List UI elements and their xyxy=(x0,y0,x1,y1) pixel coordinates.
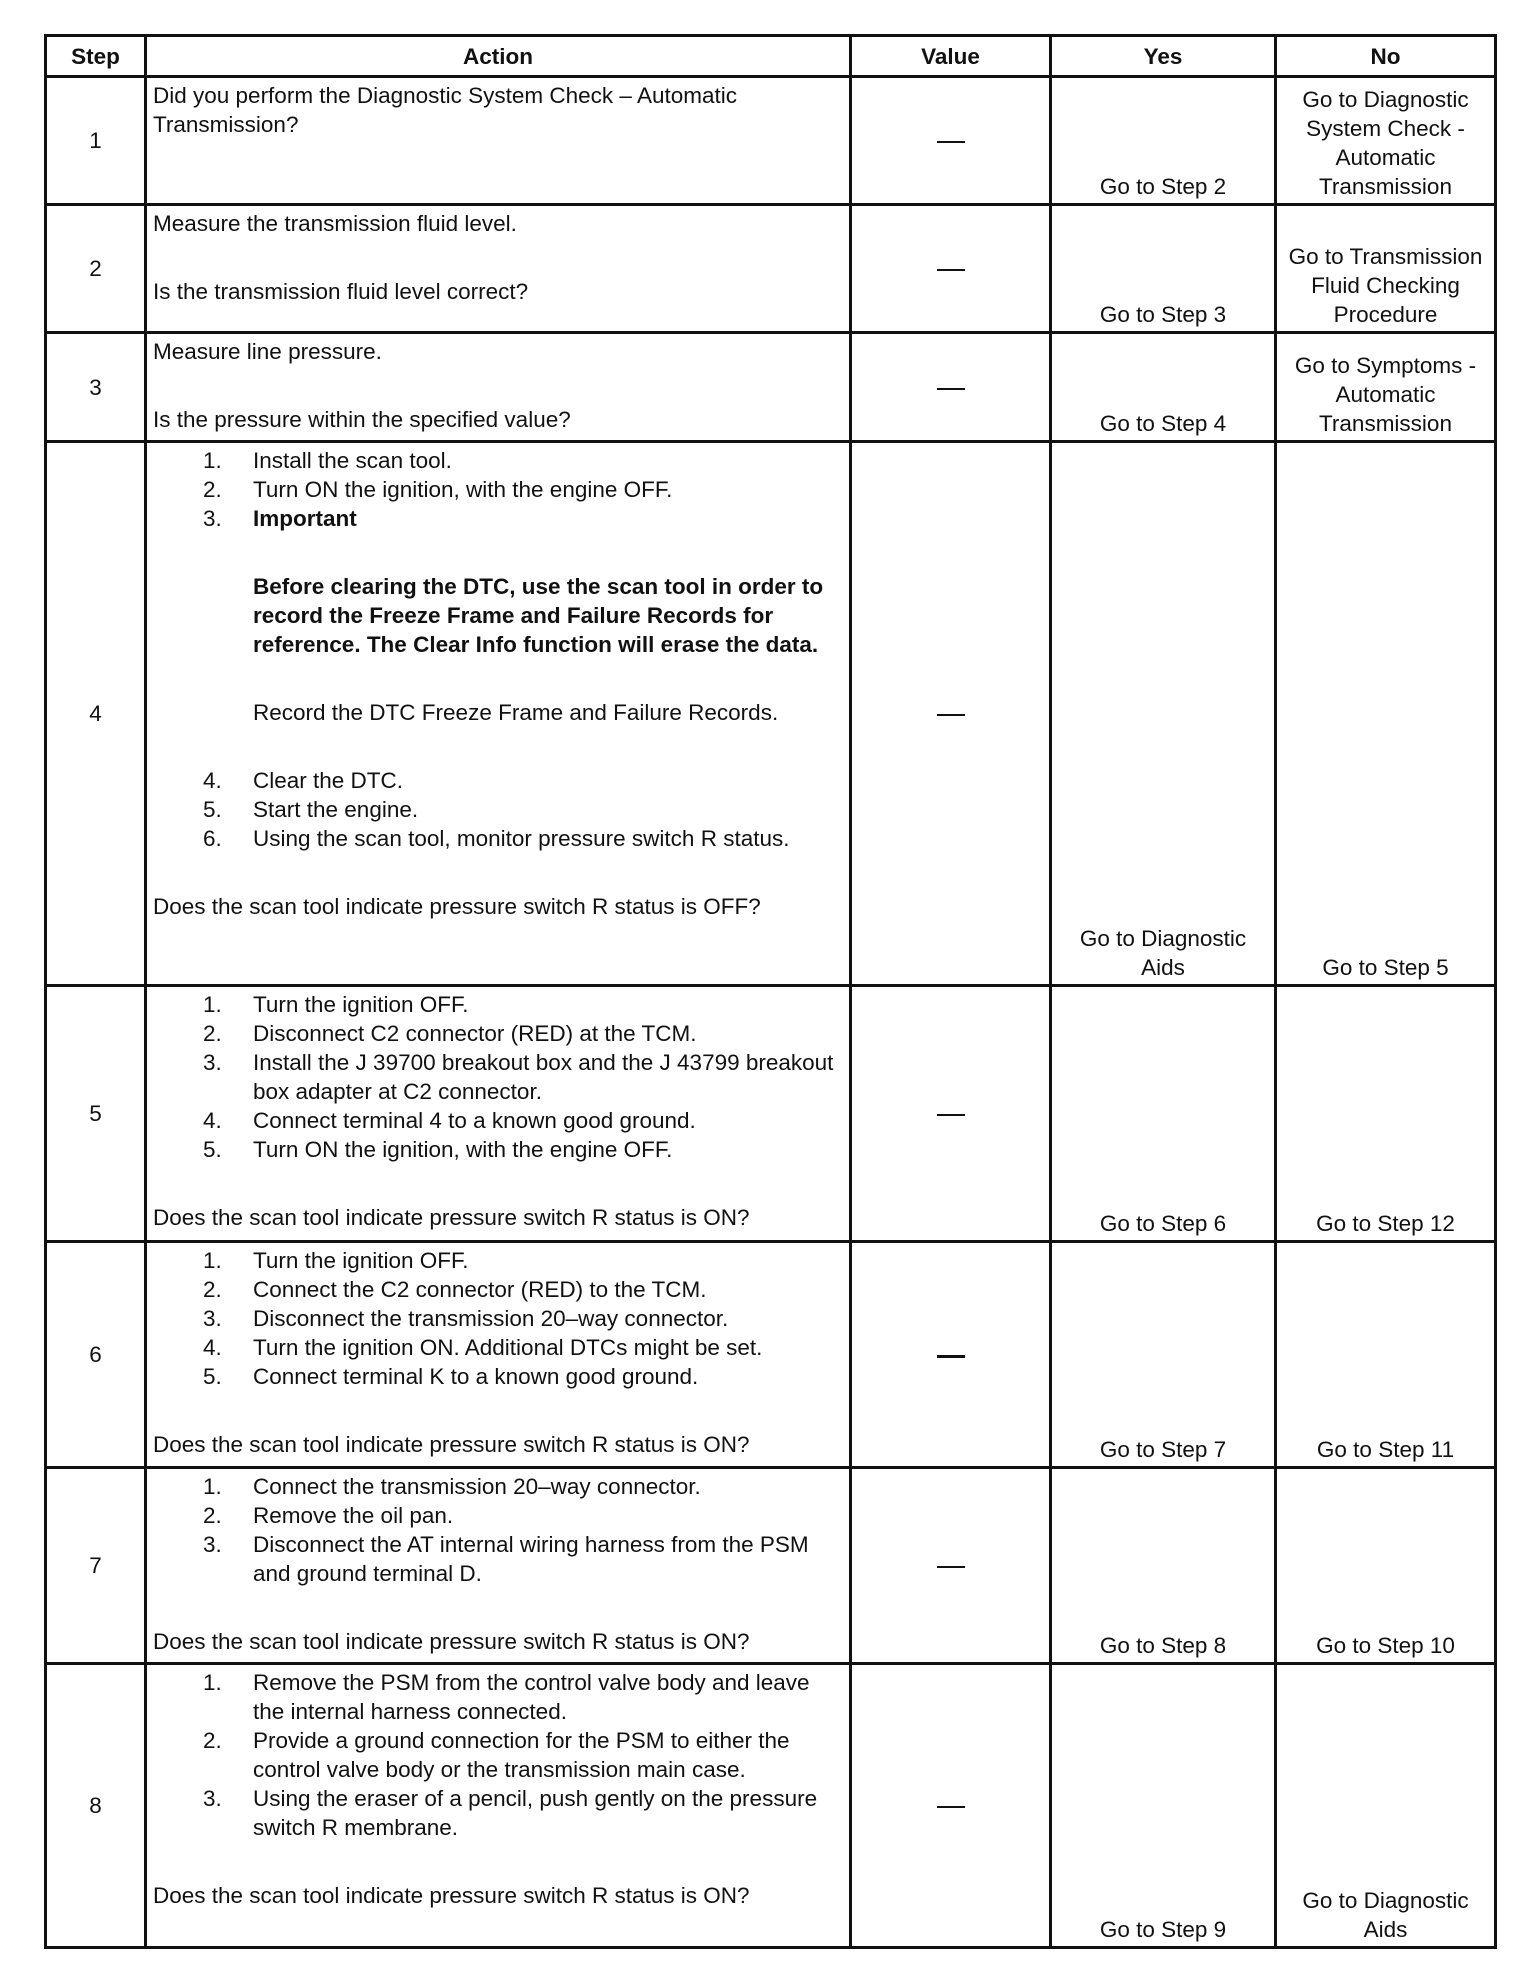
record-instruction: Record the DTC Freeze Frame and Failure Records. xyxy=(253,700,779,725)
important-heading: Important xyxy=(253,506,357,531)
em-dash xyxy=(937,1566,965,1568)
header-action: Action xyxy=(146,36,851,77)
action-cell xyxy=(146,333,851,442)
no-cell: Go to Diagnostic Aids xyxy=(1276,1664,1496,1948)
list-item: 3. Disconnect the transmission 20–way connector. xyxy=(203,1306,729,1331)
no-cell: Go to Symptoms - Automatic Transmission xyxy=(1276,333,1496,442)
no-cell: Go to Step 5 xyxy=(1276,442,1496,986)
step-number: 6 xyxy=(46,1242,146,1468)
list-item: 1. Connect the transmission 20–way connector. xyxy=(203,1474,701,1499)
yes-cell: Go to Step 8 xyxy=(1051,1468,1276,1664)
list-item: 2. Remove the oil pan. xyxy=(203,1503,454,1528)
no-cell: Go to Step 11 xyxy=(1276,1242,1496,1468)
action-question: Is the pressure within the specified value? xyxy=(153,407,571,432)
list-item: 6. Using the scan tool, monitor pressure switch R status. xyxy=(203,826,790,851)
list-item: 3. Important Before clearing the DTC, use the scan tool in order to record the Freeze Frame and Failure Records for reference. The Clear Info function will erase the data. Record the DTC Freeze Frame and Failure Records. xyxy=(203,504,843,766)
action-text: Measure the transmission fluid level. xyxy=(153,211,517,236)
action-list xyxy=(153,1668,843,1842)
list-item: 5. Connect terminal K to a known good ground. xyxy=(203,1364,699,1389)
list-item: 1. Install the scan tool. xyxy=(203,448,452,473)
yes-cell: Go to Step 4 xyxy=(1051,333,1276,442)
action-question: Does the scan tool indicate pressure switch R status is OFF? xyxy=(153,894,761,919)
header-value: Value xyxy=(851,36,1051,77)
list-item: 5. Turn ON the ignition, with the engine OFF. xyxy=(203,1137,673,1162)
value-cell xyxy=(851,986,1051,1242)
table-row xyxy=(46,1242,1496,1468)
table-row xyxy=(46,1468,1496,1664)
yes-cell: Go to Step 6 xyxy=(1051,986,1276,1242)
list-item: 1. Turn the ignition OFF. xyxy=(203,992,469,1017)
value-cell xyxy=(851,77,1051,205)
step-number: 5 xyxy=(46,986,146,1242)
action-cell xyxy=(146,77,851,205)
action-cell xyxy=(146,986,851,1242)
action-cell xyxy=(146,205,851,333)
action-text: Did you perform the Diagnostic System Check – Automatic Transmission? xyxy=(153,83,738,137)
action-list xyxy=(153,1472,843,1588)
em-dash xyxy=(937,141,965,143)
action-cell xyxy=(146,1242,851,1468)
no-cell: Go to Diagnostic System Check - Automatic Transmission xyxy=(1276,77,1496,205)
yes-cell: Go to Step 7 xyxy=(1051,1242,1276,1468)
action-question: Is the transmission fluid level correct? xyxy=(153,279,529,304)
yes-cell: Go to Step 9 xyxy=(1051,1664,1276,1948)
table-row xyxy=(46,205,1496,333)
header-yes: Yes xyxy=(1051,36,1276,77)
em-dash xyxy=(937,1806,965,1808)
list-item: 1. Remove the PSM from the control valve body and leave the internal harness connected. xyxy=(203,1670,810,1724)
action-cell xyxy=(146,1664,851,1948)
table-row xyxy=(46,77,1496,205)
list-item: 4. Connect terminal 4 to a known good ground. xyxy=(203,1108,696,1133)
value-cell xyxy=(851,333,1051,442)
value-cell xyxy=(851,1242,1051,1468)
list-item: 2. Turn ON the ignition, with the engine OFF. xyxy=(203,477,673,502)
step-number: 4 xyxy=(46,442,146,986)
step-number: 7 xyxy=(46,1468,146,1664)
yes-cell: Go to Diagnostic Aids xyxy=(1051,442,1276,986)
no-cell: Go to Transmission Fluid Checking Procedure xyxy=(1276,205,1496,333)
list-item: 3. Install the J 39700 breakout box and the J 43799 breakout box adapter at C2 connector. xyxy=(203,1050,834,1104)
action-question: Does the scan tool indicate pressure switch R status is ON? xyxy=(153,1432,750,1457)
action-cell xyxy=(146,1468,851,1664)
step-number: 3 xyxy=(46,333,146,442)
value-cell xyxy=(851,205,1051,333)
list-item: 3. Disconnect the AT internal wiring harness from the PSM and ground terminal D. xyxy=(203,1532,809,1586)
diagnostic-table xyxy=(44,34,1497,1949)
em-dash xyxy=(937,1355,965,1358)
no-cell: Go to Step 12 xyxy=(1276,986,1496,1242)
action-list xyxy=(153,446,843,853)
list-item: 2. Provide a ground connection for the PSM to either the control valve body or the transmission main case. xyxy=(203,1728,790,1782)
step-number: 8 xyxy=(46,1664,146,1948)
important-note: Before clearing the DTC, use the scan tool in order to record the Freeze Frame and Failure Records for reference. The Clear Info function will erase the data. xyxy=(253,574,824,657)
list-item: 4. Turn the ignition ON. Additional DTCs might be set. xyxy=(203,1335,763,1360)
list-item: 5. Start the engine. xyxy=(203,797,419,822)
list-item: 2. Disconnect C2 connector (RED) at the TCM. xyxy=(203,1021,697,1046)
no-cell: Go to Step 10 xyxy=(1276,1468,1496,1664)
list-item: 3. Using the eraser of a pencil, push gently on the pressure switch R membrane. xyxy=(203,1786,818,1840)
action-question: Does the scan tool indicate pressure switch R status is ON? xyxy=(153,1629,750,1654)
step-number: 2 xyxy=(46,205,146,333)
value-cell xyxy=(851,442,1051,986)
value-cell xyxy=(851,1468,1051,1664)
step-number: 1 xyxy=(46,77,146,205)
list-item: 2. Connect the C2 connector (RED) to the TCM. xyxy=(203,1277,707,1302)
table-row xyxy=(46,333,1496,442)
action-list xyxy=(153,990,843,1164)
action-question: Does the scan tool indicate pressure switch R status is ON? xyxy=(153,1883,750,1908)
value-cell xyxy=(851,1664,1051,1948)
header-step: Step xyxy=(46,36,146,77)
table-row xyxy=(46,1664,1496,1948)
yes-cell: Go to Step 3 xyxy=(1051,205,1276,333)
em-dash xyxy=(937,714,965,716)
em-dash xyxy=(937,269,965,271)
table-row xyxy=(46,442,1496,986)
header-row xyxy=(46,36,1496,77)
em-dash xyxy=(937,388,965,390)
table-row xyxy=(46,986,1496,1242)
yes-cell: Go to Step 2 xyxy=(1051,77,1276,205)
list-item: 4. Clear the DTC. xyxy=(203,768,404,793)
action-cell xyxy=(146,442,851,986)
diagnostic-table-page xyxy=(44,34,1494,1949)
list-item: 1. Turn the ignition OFF. xyxy=(203,1248,469,1273)
header-no: No xyxy=(1276,36,1496,77)
action-question: Does the scan tool indicate pressure switch R status is ON? xyxy=(153,1205,750,1230)
action-text: Measure line pressure. xyxy=(153,339,382,364)
em-dash xyxy=(937,1114,965,1116)
action-list xyxy=(153,1246,843,1391)
